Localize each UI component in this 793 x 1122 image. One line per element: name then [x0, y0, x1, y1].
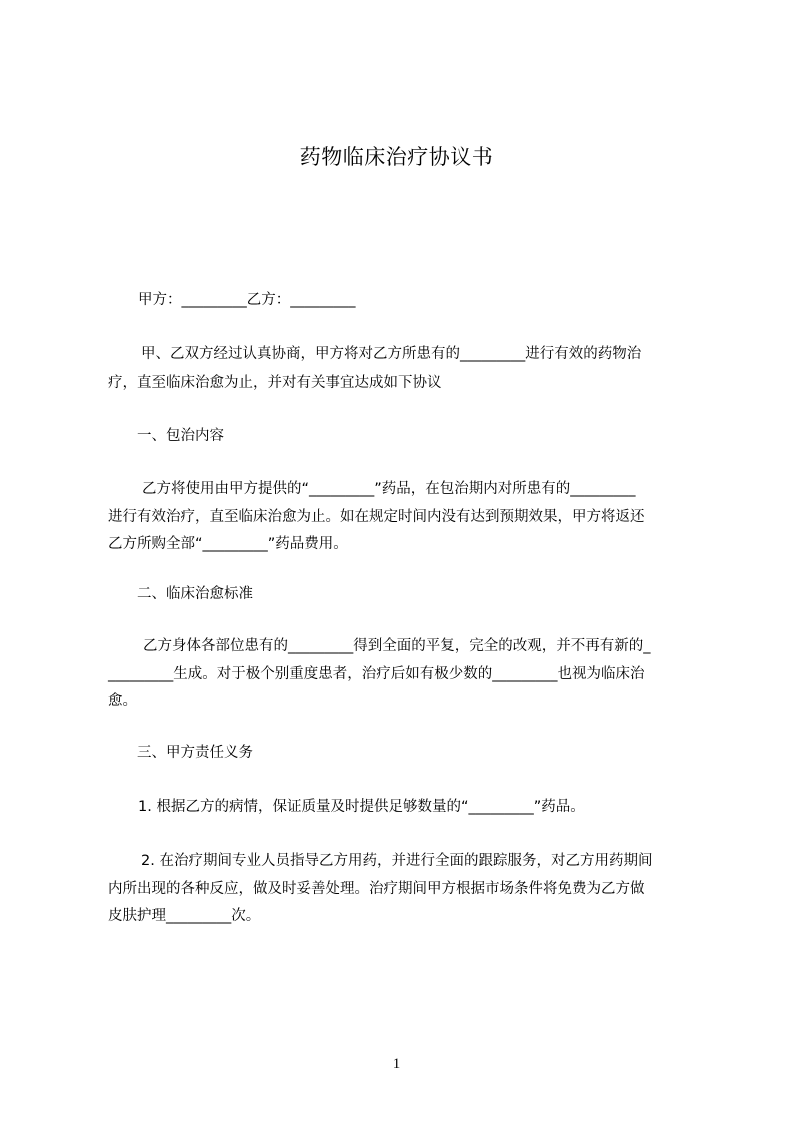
- page-number: 1: [392, 1056, 401, 1072]
- section-2-line-2: _________生成。对于极个别重度患者，治疗后如有极少数的_________也视为临床治: [108, 666, 645, 682]
- section-1-line-1: 乙方将使用由甲方提供的“_________”药品，在包治期内对所患有的_________: [142, 481, 636, 497]
- document-title: 药物临床治疗协议书: [299, 145, 494, 169]
- section-2-line-1: 乙方身体各部位患有的_________得到全面的平复，完全的改观，并不再有新的_: [143, 638, 651, 654]
- section-2-line-3: 愈。: [108, 693, 137, 709]
- section-1-heading: 一、包治内容: [137, 428, 224, 444]
- section-1-line-3: 乙方所购全部“_________”药品费用。: [108, 536, 348, 552]
- section-2-heading: 二、临床治愈标准: [137, 586, 253, 602]
- section-3-item-2-line-2: 内所出现的各种反应，做及时妥善处理。治疗期间甲方根据市场条件将免费为乙方做: [108, 881, 645, 897]
- section-3-heading: 三、甲方责任义务: [137, 745, 253, 761]
- section-3-item-1: 1. 根据乙方的病情，保证质量及时提供足够数量的“_________”药品。: [138, 799, 585, 815]
- section-1-line-2: 进行有效治疗，直至临床治愈为止。如在规定时间内没有达到预期效果，甲方将返还: [108, 509, 645, 525]
- intro-line-2: 疗，直至临床治愈为止，并对有关事宜达成如下协议: [108, 375, 442, 391]
- parties-line: 甲方：_________乙方：_________: [138, 292, 356, 308]
- section-3-item-2-line-1: 2. 在治疗期间专业人员指导乙方用药，并进行全面的跟踪服务，对乙方用药期间: [141, 853, 653, 869]
- section-3-item-2-line-3: 皮肤护理_________次。: [108, 908, 261, 924]
- intro-line-1: 甲、乙双方经过认真协商，甲方将对乙方所患有的_________进行有效的药物治: [141, 346, 642, 362]
